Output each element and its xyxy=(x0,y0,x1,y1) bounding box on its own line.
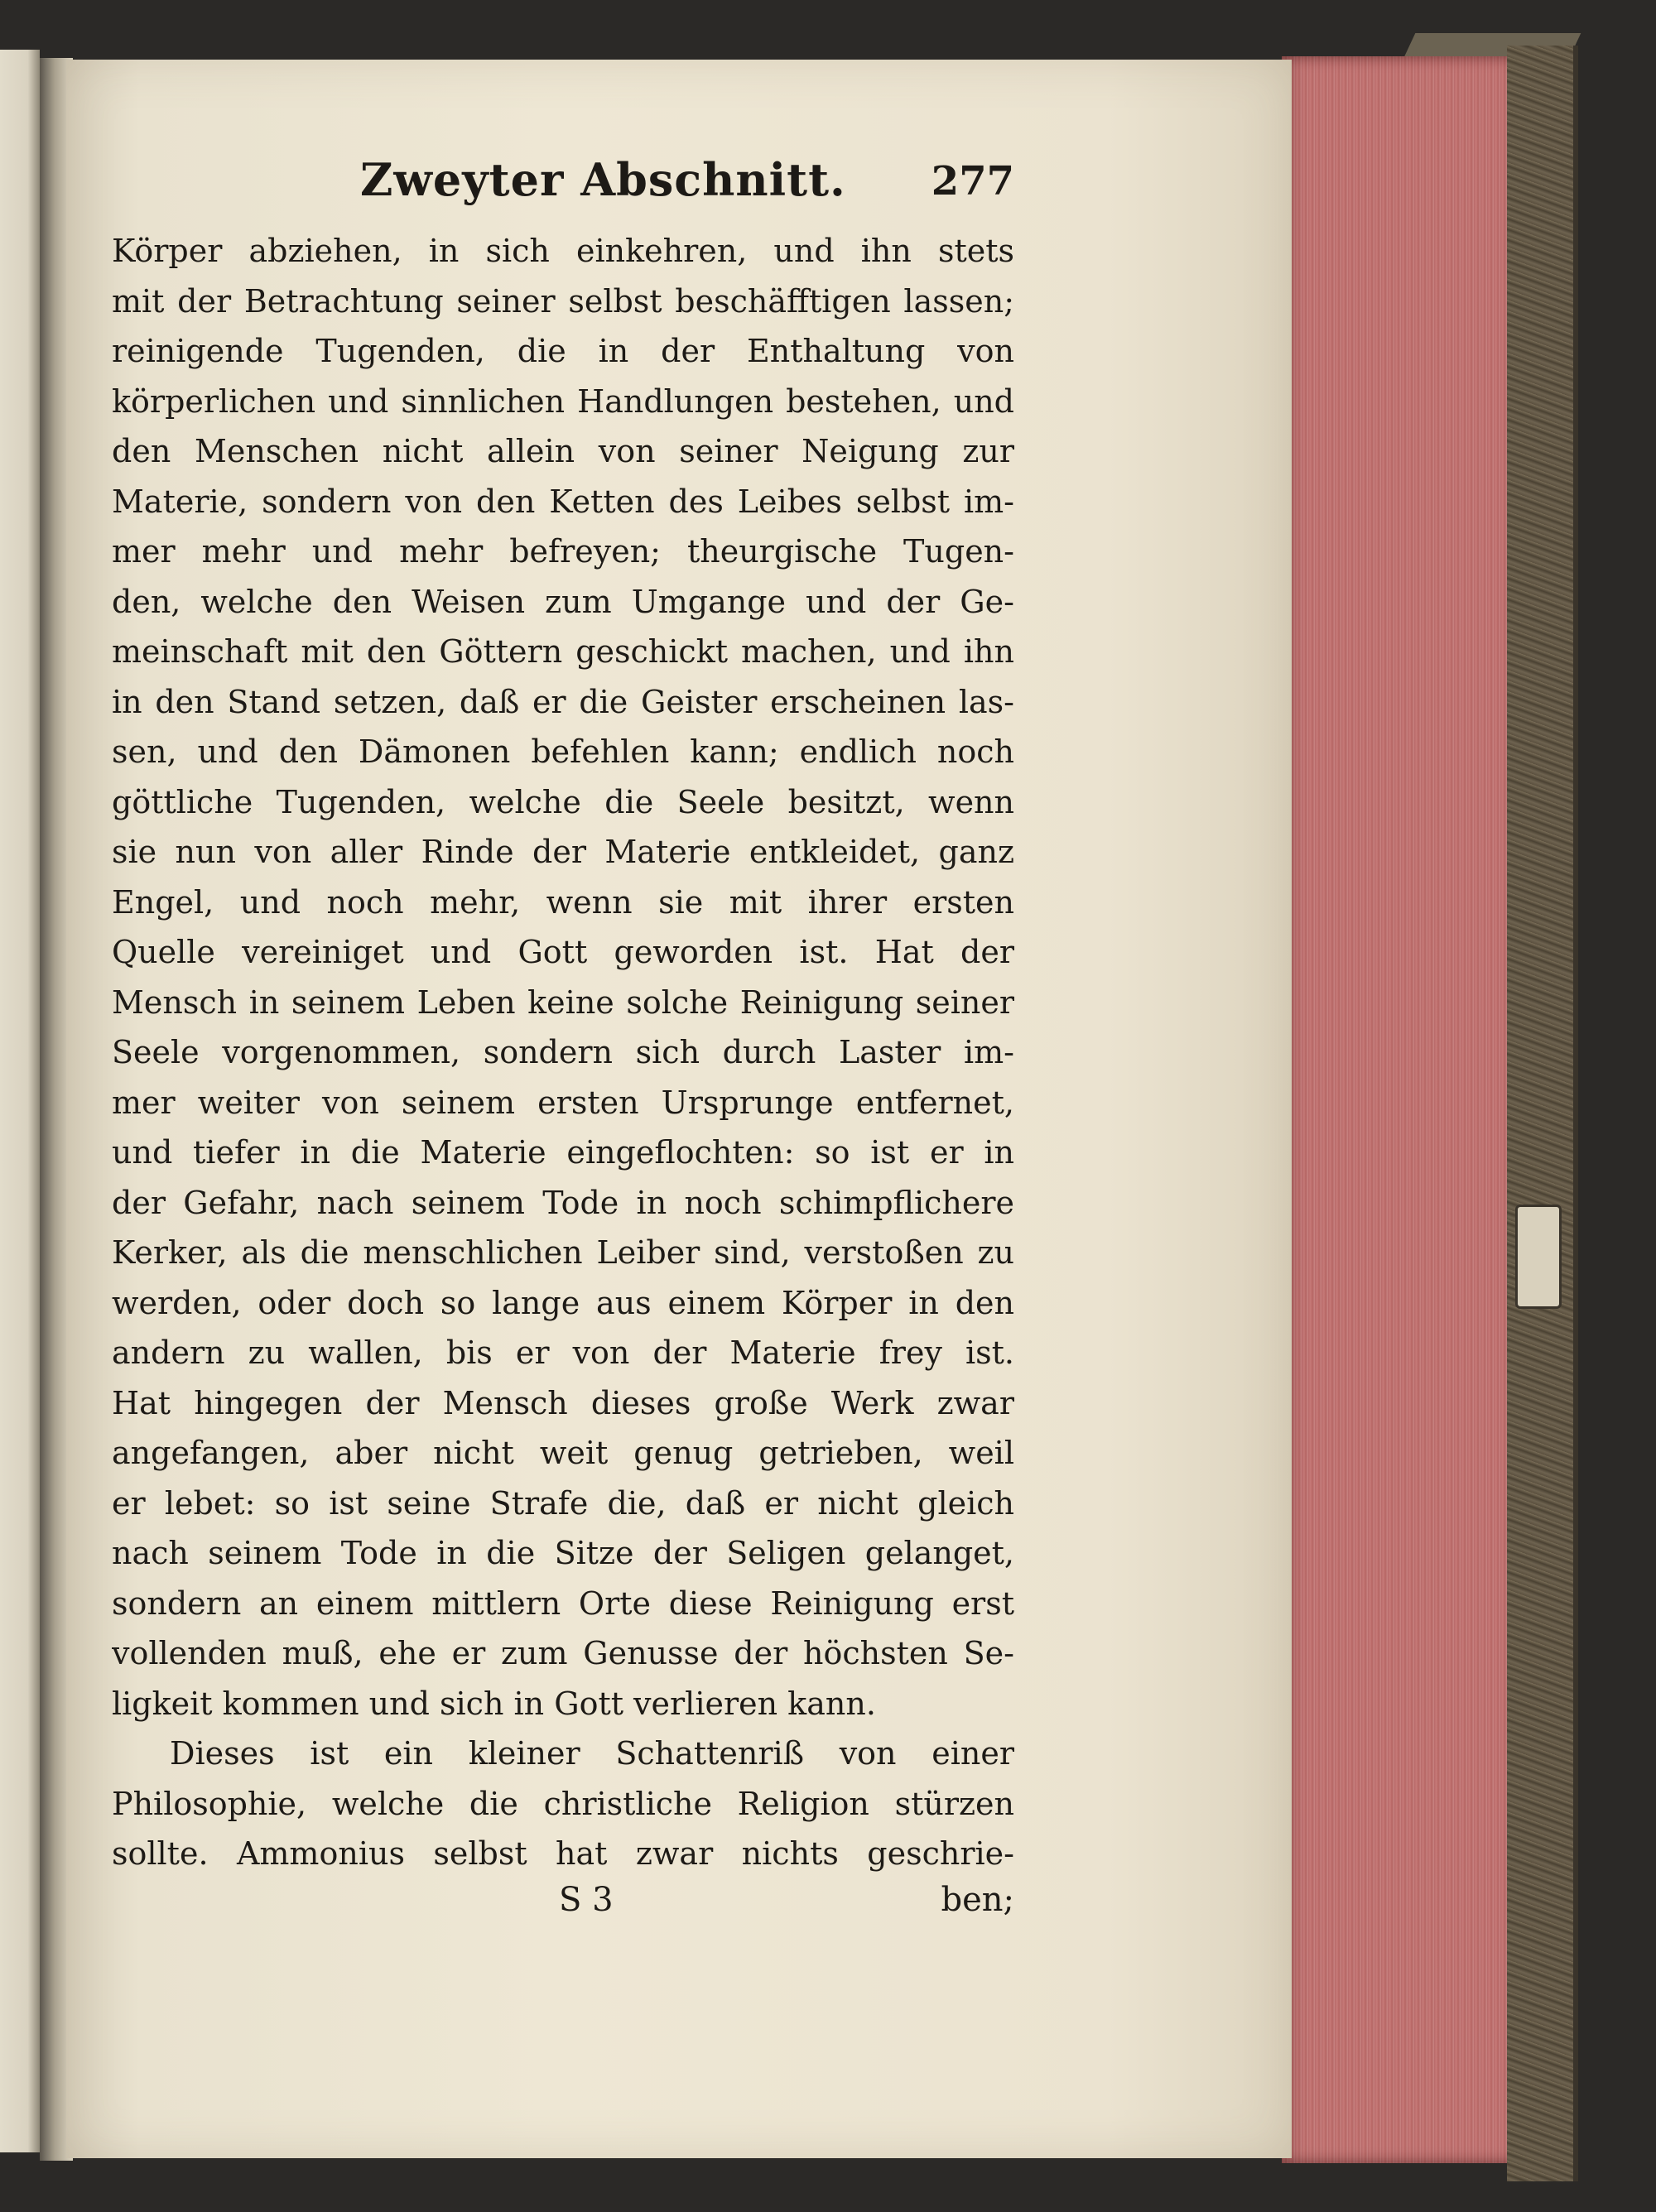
text-line: sen, und den Dämonen befehlen kann; endlich noch xyxy=(112,733,1014,770)
text-line: den, welche den Weisen zum Umgange und der Ge- xyxy=(112,583,1014,620)
page-text xyxy=(112,153,1014,1931)
text-line: Materie, sondern von den Ketten des Leibes selbst im- xyxy=(112,483,1014,520)
text-line: Quelle vereiniget und Gott geworden ist. Hat der xyxy=(112,934,1014,970)
text-line: und tiefer in die Materie eingeflochten: so ist er in xyxy=(112,1134,1014,1171)
text-line: mit der Betrachtung seiner selbst beschäfftigen lassen; xyxy=(112,282,1014,320)
signature-mark: S 3 xyxy=(559,1880,614,1919)
text-line: Kerker, als die menschlichen Leiber sind, verstoßen zu xyxy=(112,1234,1014,1271)
text-line: vollenden muß, ehe er zum Genusse der höchsten Se- xyxy=(112,1635,1014,1671)
page-number: 277 xyxy=(931,158,1014,204)
text-line: werden, oder doch so lange aus einem Körper in den xyxy=(112,1284,1014,1321)
running-head xyxy=(112,153,1014,219)
text-line: nach seinem Tode in die Sitze der Seligen gelanget, xyxy=(112,1535,1014,1571)
red-page-edges xyxy=(1282,56,1522,2163)
text-line: sie nun von aller Rinde der Materie entkleidet, ganz xyxy=(112,834,1014,870)
text-line: den Menschen nicht allein von seiner Neigung zur xyxy=(112,433,1014,469)
text-line: andern zu wallen, bis er von der Materie frey ist. xyxy=(112,1334,1014,1371)
text-line: Seele vorgenommen, sondern sich durch Laster im- xyxy=(112,1034,1014,1070)
text-line: der Gefahr, nach seinem Tode in noch schimpflichere xyxy=(112,1184,1014,1221)
book-clasp xyxy=(1515,1205,1562,1309)
page-footer xyxy=(112,1881,1014,1931)
text-line: meinschaft mit den Göttern geschickt machen, und ihn xyxy=(112,633,1014,670)
text-line: göttliche Tugenden, welche die Seele besitzt, wenn xyxy=(112,783,1014,820)
text-line: mer weiter von seinem ersten Ursprunge entfernet, xyxy=(112,1084,1014,1121)
text-line: in den Stand setzen, daß er die Geister erscheinen las- xyxy=(112,683,1014,720)
running-head-title: Zweyter Abschnitt. xyxy=(360,153,846,206)
text-line: sondern an einem mittlern Orte diese Reinigung erst xyxy=(112,1584,1014,1622)
text-line: Körper abziehen, in sich einkehren, und ihn stets xyxy=(112,233,1014,269)
text-line: sollte. Ammonius selbst hat zwar nichts geschrie- xyxy=(112,1835,1014,1872)
book-cover-spine xyxy=(1507,46,1578,2181)
catchword: ben; xyxy=(941,1880,1014,1919)
text-line: Philosophie, welche die christliche Religion stürzen xyxy=(112,1785,1014,1822)
text-line: Dieses ist ein kleiner Schattenriß von einer xyxy=(170,1735,1014,1772)
text-line: angefangen, aber nicht weit genug getrieben, weil xyxy=(112,1435,1014,1471)
text-line: mer mehr und mehr befreyen; theurgische Tugen- xyxy=(112,533,1014,570)
text-line: reinigende Tugenden, die in der Enthaltung von xyxy=(112,333,1014,369)
text-line: ligkeit kommen und sich in Gott verlieren kann. xyxy=(112,1685,876,1722)
text-line: Engel, und noch mehr, wenn sie mit ihrer ersten xyxy=(112,883,1014,921)
facing-page-edge xyxy=(0,50,40,2152)
text-line: Mensch in seinem Leben keine solche Reinigung seiner xyxy=(112,983,1014,1021)
text-line: er lebet: so ist seine Strafe die, daß er nicht gleich xyxy=(112,1484,1014,1522)
text-line: Hat hingegen der Mensch dieses große Werk zwar xyxy=(112,1384,1014,1421)
text-line: körperlichen und sinnlichen Handlungen bestehen, und xyxy=(112,382,1014,420)
